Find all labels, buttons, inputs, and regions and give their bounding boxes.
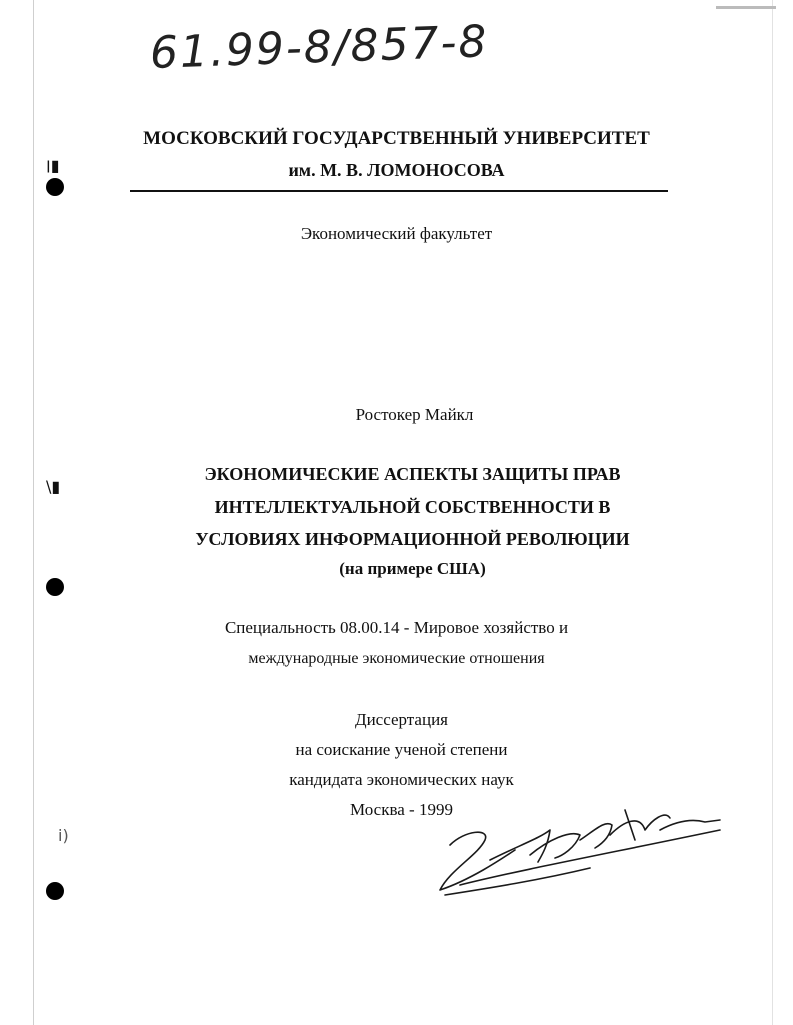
faculty-name: Экономический факультет	[300, 224, 493, 243]
title-subtitle: (на примере США)	[339, 559, 486, 578]
university-name: МОСКОВСКИЙ ГОСУДАРСТВЕННЫЙ УНИВЕРСИТЕТ	[143, 128, 650, 149]
margin-mark-icon: ⅰ)	[58, 826, 69, 845]
punch-hole-icon	[46, 178, 64, 196]
author-signature	[430, 800, 730, 900]
specialty-line-1: Специальность 08.00.14 - Мировое хозяйство и	[224, 618, 569, 637]
place-year: Москва - 1999	[350, 800, 453, 819]
margin-mark-icon: \▮	[46, 477, 61, 496]
degree-line-1: на соискание ученой степени	[295, 740, 508, 759]
scan-top-corner-mark	[716, 6, 776, 9]
margin-mark-icon: ׀▮	[46, 156, 60, 175]
author-name: Ростокер Майкл	[355, 405, 474, 424]
header-divider	[130, 190, 668, 192]
punch-hole-icon	[46, 882, 64, 900]
degree-type: Диссертация	[354, 710, 448, 729]
degree-line-2: кандидата экономических наук	[289, 770, 514, 789]
handwritten-catalog-number: 61.99-8/857-8	[149, 16, 490, 79]
title-line-2: ИНТЕЛЛЕКТУАЛЬНОЙ СОБСТВЕННОСТИ В	[214, 497, 611, 517]
university-named-after: им. М. В. ЛОМОНОСОВА	[288, 160, 505, 180]
specialty-line-2: международные экономические отношения	[248, 650, 545, 667]
title-line-1: ЭКОНОМИЧЕСКИЕ АСПЕКТЫ ЗАЩИТЫ ПРАВ	[204, 464, 621, 484]
punch-hole-icon	[46, 578, 64, 596]
title-line-3: УСЛОВИЯХ ИНФОРМАЦИОННОЙ РЕВОЛЮЦИИ	[195, 529, 630, 549]
